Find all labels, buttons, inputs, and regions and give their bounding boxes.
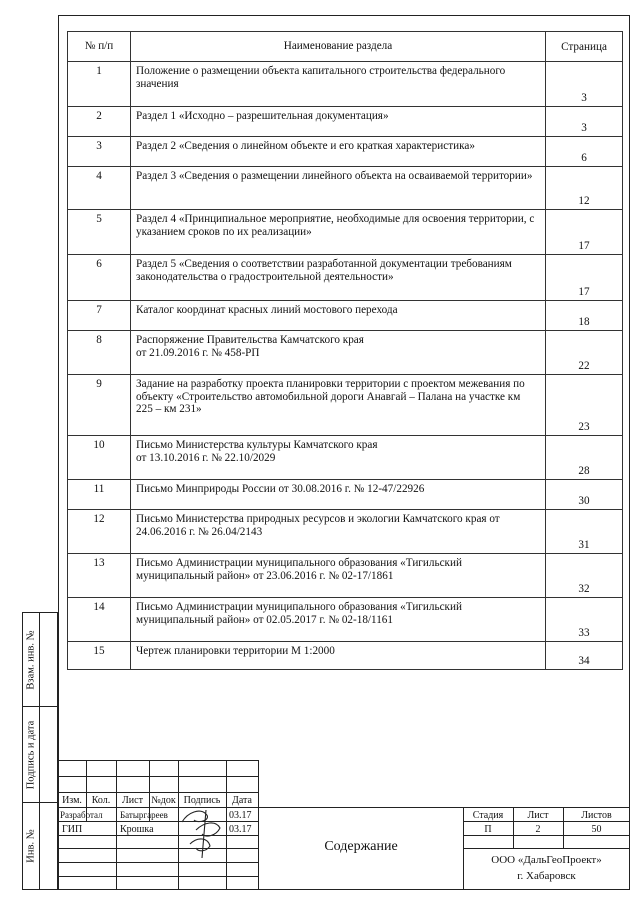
row-page: 28	[546, 436, 623, 480]
header-name: Наименование раздела	[131, 32, 546, 62]
contents-table	[67, 31, 623, 670]
contents-row	[68, 480, 623, 510]
margin-empty-box-2	[40, 706, 58, 803]
contents-row	[68, 554, 623, 598]
margin-empty-box-3	[40, 802, 58, 890]
row-name: Раздел 1 «Исходно – разрешительная документация»	[131, 107, 546, 137]
organization-city: г. Хабаровск	[517, 870, 576, 882]
sheet-title: Содержание	[324, 839, 398, 854]
sheet-label: Лист	[527, 810, 549, 821]
row-page: 22	[546, 331, 623, 375]
row-name: Положение о размещении объекта капитального строительства федерального значения	[131, 62, 546, 107]
margin-inv-box	[22, 802, 40, 890]
row-name: Письмо Министерства культуры Камчатского края от 13.10.2016 г. № 22.10/2029	[131, 436, 546, 480]
stamp-role-developer: Разработал	[60, 810, 103, 820]
contents-row	[68, 210, 623, 255]
stamp-role-gip: ГИП	[62, 824, 83, 835]
contents-row	[68, 331, 623, 375]
contents-row	[68, 255, 623, 301]
row-page: 18	[546, 301, 623, 331]
row-page: 23	[546, 375, 623, 436]
row-page: 17	[546, 255, 623, 301]
row-name: Задание на разработку проекта планировки территории с проектом межевания по объекту «Строительство автомобильной дороги Анавгай – Палана на участке км 225 – км 231»	[131, 375, 546, 436]
stamp-col-izm: Изм.	[62, 795, 82, 806]
contents-row	[68, 510, 623, 554]
title-block	[58, 760, 630, 890]
signature-mark	[176, 800, 232, 860]
row-num: 6	[68, 255, 131, 301]
row-num: 12	[68, 510, 131, 554]
margin-podpis-label: Подпись и дата	[25, 720, 37, 789]
row-page: 30	[546, 480, 623, 510]
stage-value: П	[484, 824, 492, 835]
row-name: Чертеж планировки территории М 1:2000	[131, 642, 546, 670]
row-num: 7	[68, 301, 131, 331]
row-page: 12	[546, 167, 623, 210]
row-page: 3	[546, 107, 623, 137]
row-name: Раздел 3 «Сведения о размещении линейного объекта на осваиваемой территории»	[131, 167, 546, 210]
row-name: Письмо Администрации муниципального образования «Тигильский муниципальный район» от 23.06.2016 г. № 02-17/1861	[131, 554, 546, 598]
row-name: Письмо Минприроды России от 30.08.2016 г. № 12-47/22926	[131, 480, 546, 510]
header-page: Страница	[546, 32, 623, 62]
row-page: 32	[546, 554, 623, 598]
organization-name: ООО «ДальГеоПроект»	[491, 854, 602, 866]
row-name: Письмо Администрации муниципального образования «Тигильский муниципальный район» от 02.05.2017 г. № 02-18/1161	[131, 598, 546, 642]
stamp-col-data: Дата	[232, 795, 252, 806]
margin-inv-label: Инв. №	[25, 829, 37, 863]
sheets-value: 50	[591, 824, 602, 835]
row-page: 33	[546, 598, 623, 642]
header-num: № п/п	[68, 32, 131, 62]
row-num: 11	[68, 480, 131, 510]
contents-row	[68, 107, 623, 137]
stamp-date-developer: 03.17	[229, 810, 252, 821]
margin-vzam-label: Взам. инв. №	[25, 629, 37, 690]
stage-label: Стадия	[472, 810, 504, 821]
row-num: 5	[68, 210, 131, 255]
row-num: 1	[68, 62, 131, 107]
contents-row	[68, 436, 623, 480]
margin-empty-box-1	[40, 612, 58, 707]
row-num: 3	[68, 137, 131, 167]
contents-row	[68, 642, 623, 670]
row-name: Письмо Министерства природных ресурсов и экологии Камчатского края от 24.06.2016 г. № 26.04/2143	[131, 510, 546, 554]
row-name: Раздел 4 «Принципиальное мероприятие, необходимые для освоения территории, с указанием сроков по их реализации»	[131, 210, 546, 255]
row-name: Распоряжение Правительства Камчатского края от 21.09.2016 г. № 458-РП	[131, 331, 546, 375]
margin-podpis-box	[22, 706, 40, 803]
row-num: 10	[68, 436, 131, 480]
stamp-name-gip: Крошка	[120, 824, 154, 835]
sheet-value: 2	[535, 824, 541, 835]
stamp-col-kol: Кол.	[91, 795, 111, 806]
row-name: Раздел 2 «Сведения о линейном объекте и его краткая характеристика»	[131, 137, 546, 167]
contents-row	[68, 375, 623, 436]
contents-header-row	[68, 32, 623, 62]
row-page: 31	[546, 510, 623, 554]
row-name: Раздел 5 «Сведения о соответствии разработанной документации требованиям законодательства о градостроительной деятельности»	[131, 255, 546, 301]
row-num: 2	[68, 107, 131, 137]
sheets-label: Листов	[581, 810, 612, 821]
contents-row	[68, 598, 623, 642]
stamp-col-list: Лист	[122, 795, 143, 806]
row-num: 8	[68, 331, 131, 375]
drawing-frame	[58, 15, 630, 890]
row-num: 14	[68, 598, 131, 642]
contents-row	[68, 167, 623, 210]
contents-body	[68, 62, 623, 670]
row-num: 13	[68, 554, 131, 598]
stamp-date-gip: 03.17	[229, 824, 252, 835]
stamp-col-podpis: Подпись	[183, 795, 221, 806]
row-page: 6	[546, 137, 623, 167]
row-num: 4	[68, 167, 131, 210]
row-page: 17	[546, 210, 623, 255]
row-page: 34	[546, 642, 623, 670]
contents-row	[68, 137, 623, 167]
stamp-col-ndok: №док	[151, 795, 176, 806]
margin-vzam-box	[22, 612, 40, 707]
row-name: Каталог координат красных линий мостового перехода	[131, 301, 546, 331]
contents-row	[68, 301, 623, 331]
row-num: 9	[68, 375, 131, 436]
row-page: 3	[546, 62, 623, 107]
contents-row	[68, 62, 623, 107]
stamp-name-developer: Батыргареев	[120, 810, 168, 820]
row-num: 15	[68, 642, 131, 670]
